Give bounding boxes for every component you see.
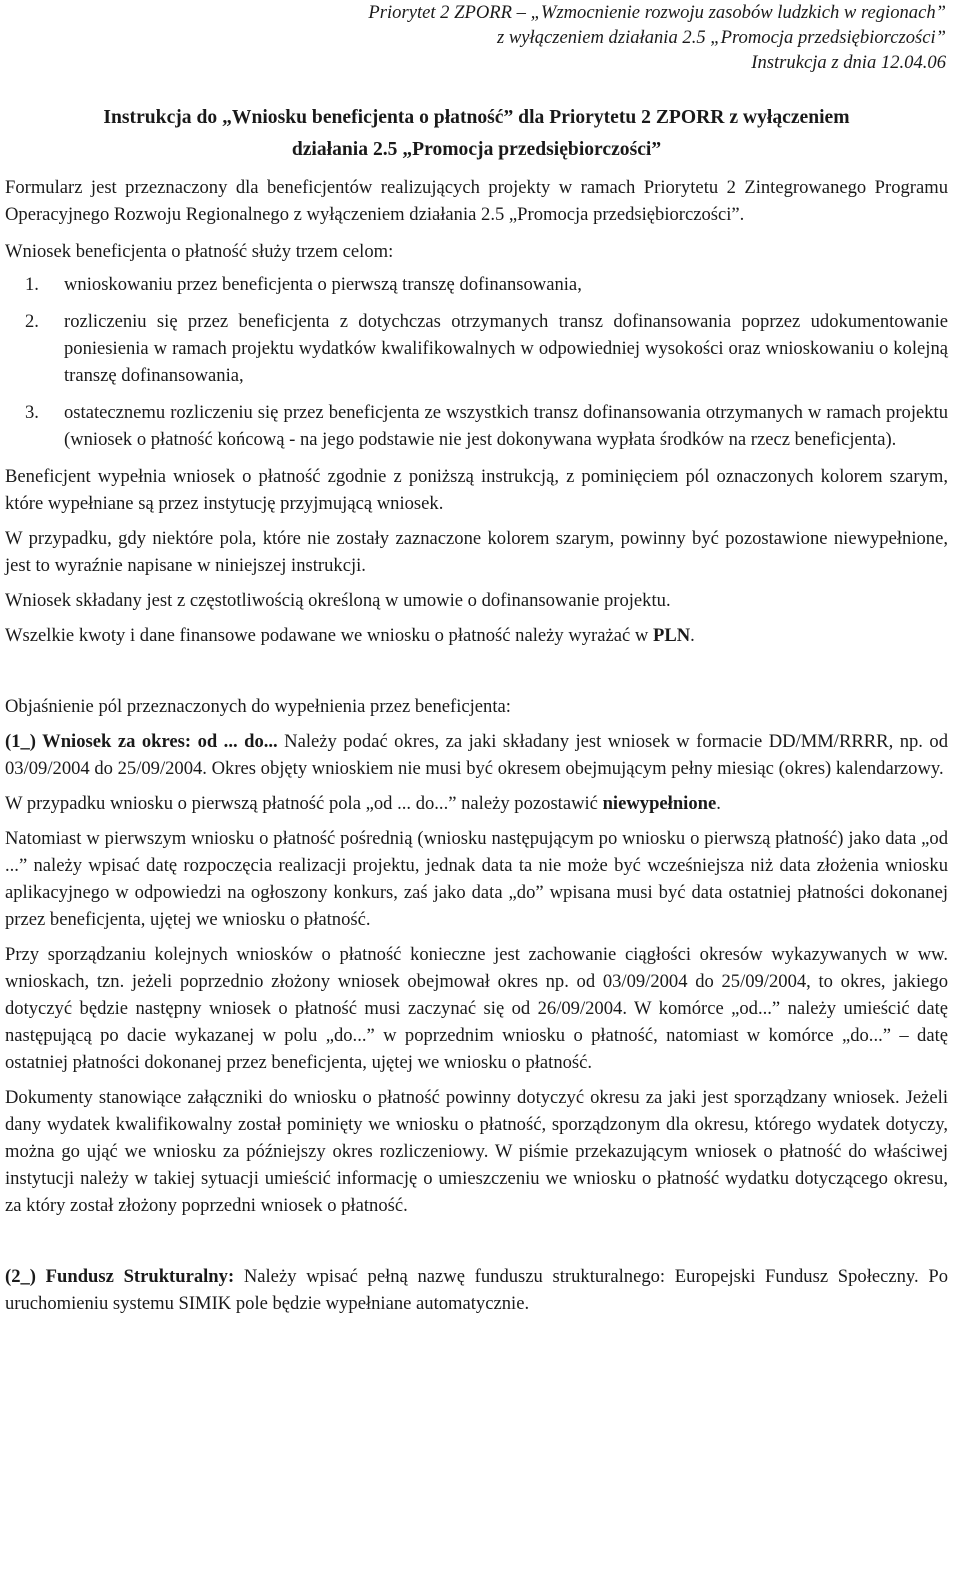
first-payment-end: . [716, 793, 721, 814]
first-payment-emphasis: niewypełnione [602, 793, 717, 814]
header-line-priority: Priorytet 2 ZPORR – „Wzmocnienie rozwoju zasobów ludzkich w regionach” [368, 2, 946, 23]
first-payment-text: W przypadku wniosku o pierwszą płatność pola „od ... do...” należy pozostawić [5, 793, 603, 814]
header-line-date: Instrukcja z dnia 12.04.06 [751, 52, 946, 73]
list-item-text: rozliczeniu się przez beneficjenta z dotychczas otrzymanych transz dofinansowania poprzez udokumentowanie poniesienia w ramach projektu wydatków kwalifikowalnych w odpowiedniej wysokości oraz wnioskowaniu o kolejną transzę dofinansowania, [64, 311, 948, 386]
field-1-continuity: Przy sporządzaniu kolejnych wniosków o płatność konieczne jest zachowanie ciągłości okresów wykazywanych w ww. wnioskach, tzn. jeżeli poprzednio złożony wniosek obejmował okres np. od 03/09/2004 do 25/09/2004, to okres, jakiego dotyczyć będzie następny wniosek o płatność musi zaczynać się od 26/09/2004. W komórce „od...” należy umieścić datę następującą po dacie wykazanej w polu „do...” w poprzednim wniosku o płatność, natomiast w komórce „do...” – datę ostatniej płatności dokonanej przez beneficjenta, ujętej we wniosku o płatność. [5, 944, 948, 1073]
purposes-lead: Wniosek beneficjenta o płatność służy trzem celom: [5, 241, 394, 262]
currency-paragraph [5, 622, 948, 649]
field-1-first-payment [5, 790, 948, 817]
currency-text: Wszelkie kwoty i dane finansowe podawane we wniosku o płatność należy wyrażać w [5, 625, 653, 646]
currency-code: PLN [652, 625, 691, 646]
field-1-intermediate-payment: Natomiast w pierwszym wniosku o płatność pośrednią (wniosku następującym po wniosku o pierwszą płatność) jako data „od ...” należy wpisać datę rozpoczęcia realizacji projektu, jednak data ta nie może być wcześniejsza niż data złożenia wniosku aplikacyjnego w odpowiedzi na ogłoszony konkurs, zaś jako data „do” wpisana musi być data ostatniej płatności dokonanej przez beneficjenta, ujętej we wniosku o płatność. [5, 828, 948, 930]
currency-end: . [690, 625, 695, 646]
document-title [5, 102, 948, 166]
fill-rules-paragraph: Beneficjent wypełnia wniosek o płatność zgodnie z poniższą instrukcją, z pominięciem pól oznaczonych kolorem szarym, które wypełniane są przez instytucję przyjmującą wniosek. [5, 466, 948, 514]
fields-heading: Objaśnienie pól przeznaczonych do wypełnienia przez beneficjenta: [5, 696, 511, 717]
list-item-number: 3. [25, 402, 39, 423]
field-2-description: Należy wpisać pełną nazwę funduszu strukturalnego: Europejski Fundusz Społeczny. Po uruchomieniu systemu SIMIK pole będzie wypełniane automatycznie. [5, 1266, 949, 1314]
list-item [5, 308, 948, 389]
page-header [5, 0, 946, 75]
list-item [5, 399, 948, 453]
list-item-text: ostatecznemu rozliczeniu się przez beneficjenta ze wszystkich transz dofinansowania otrzymanych w ramach projektu (wniosek o płatność końcową - na jego podstawie nie jest dokonywana wypłata środków na rzecz beneficjenta). [64, 402, 948, 450]
title-line-2: działania 2.5 „Promocja przedsiębiorczości” [291, 139, 662, 160]
field-1-paragraph [5, 728, 948, 782]
frequency-paragraph: Wniosek składany jest z częstotliwością określoną w umowie o dofinansowanie projektu. [5, 590, 671, 611]
title-line-1: Instrukcja do „Wniosku beneficjenta o płatność” dla Priorytetu 2 ZPORR z wyłączeniem [103, 107, 850, 128]
header-line-exclusion: z wyłączeniem działania 2.5 „Promocja przedsiębiorczości” [497, 27, 946, 48]
field-2-label: (2_) Fundusz Strukturalny: [5, 1266, 235, 1287]
unfilled-fields-paragraph: W przypadku, gdy niektóre pola, które nie zostały zaznaczone kolorem szarym, powinny być pozostawione niewypełnione, jest to wyraźnie napisane w niniejszej instrukcji. [5, 528, 948, 576]
field-1-description: Należy podać okres, za jaki składany jest wniosek w formacie DD/MM/RRRR, np. od 03/09/2004 do 25/09/2004. Okres objęty wnioskiem nie musi być okresem obejmującym pełny miesiąc (okres) kalendarzowy. [5, 731, 949, 779]
list-item-text: wnioskowaniu przez beneficjenta o pierwszą transzę dofinansowania, [64, 274, 582, 295]
field-2-paragraph [5, 1263, 948, 1317]
list-item-number: 1. [25, 274, 39, 295]
field-1-documents: Dokumenty stanowiące załączniki do wniosku o płatność powinny dotyczyć okresu za jaki jest sporządzany wniosek. Jeżeli dany wydatek kwalifikowalny został pominięty we wniosku o płatność, sporządzonym dla okresu, którego wydatek dotyczy, można go ująć we wniosku za późniejszy okres rozliczeniowy. W piśmie przekazującym wniosek o płatność do właściwej instytucji należy w takiej sytuacji umieścić informację o umieszczeniu we wniosku o płatność wydatku dotyczącego okresu, za który został złożony poprzedni wniosek o płatność. [5, 1087, 948, 1216]
list-item [5, 271, 948, 298]
intro-paragraph: Formularz jest przeznaczony dla beneficjentów realizujących projekty w ramach Priorytetu 2 Zintegrowanego Programu Operacyjnego Rozwoju Regionalnego z wyłączeniem działania 2.5 „Promocja przedsiębiorczości”. [5, 177, 948, 225]
list-item-number: 2. [25, 311, 39, 332]
purposes-list [5, 271, 948, 453]
field-1-label: (1_) Wniosek za okres: od ... do... [5, 731, 278, 752]
